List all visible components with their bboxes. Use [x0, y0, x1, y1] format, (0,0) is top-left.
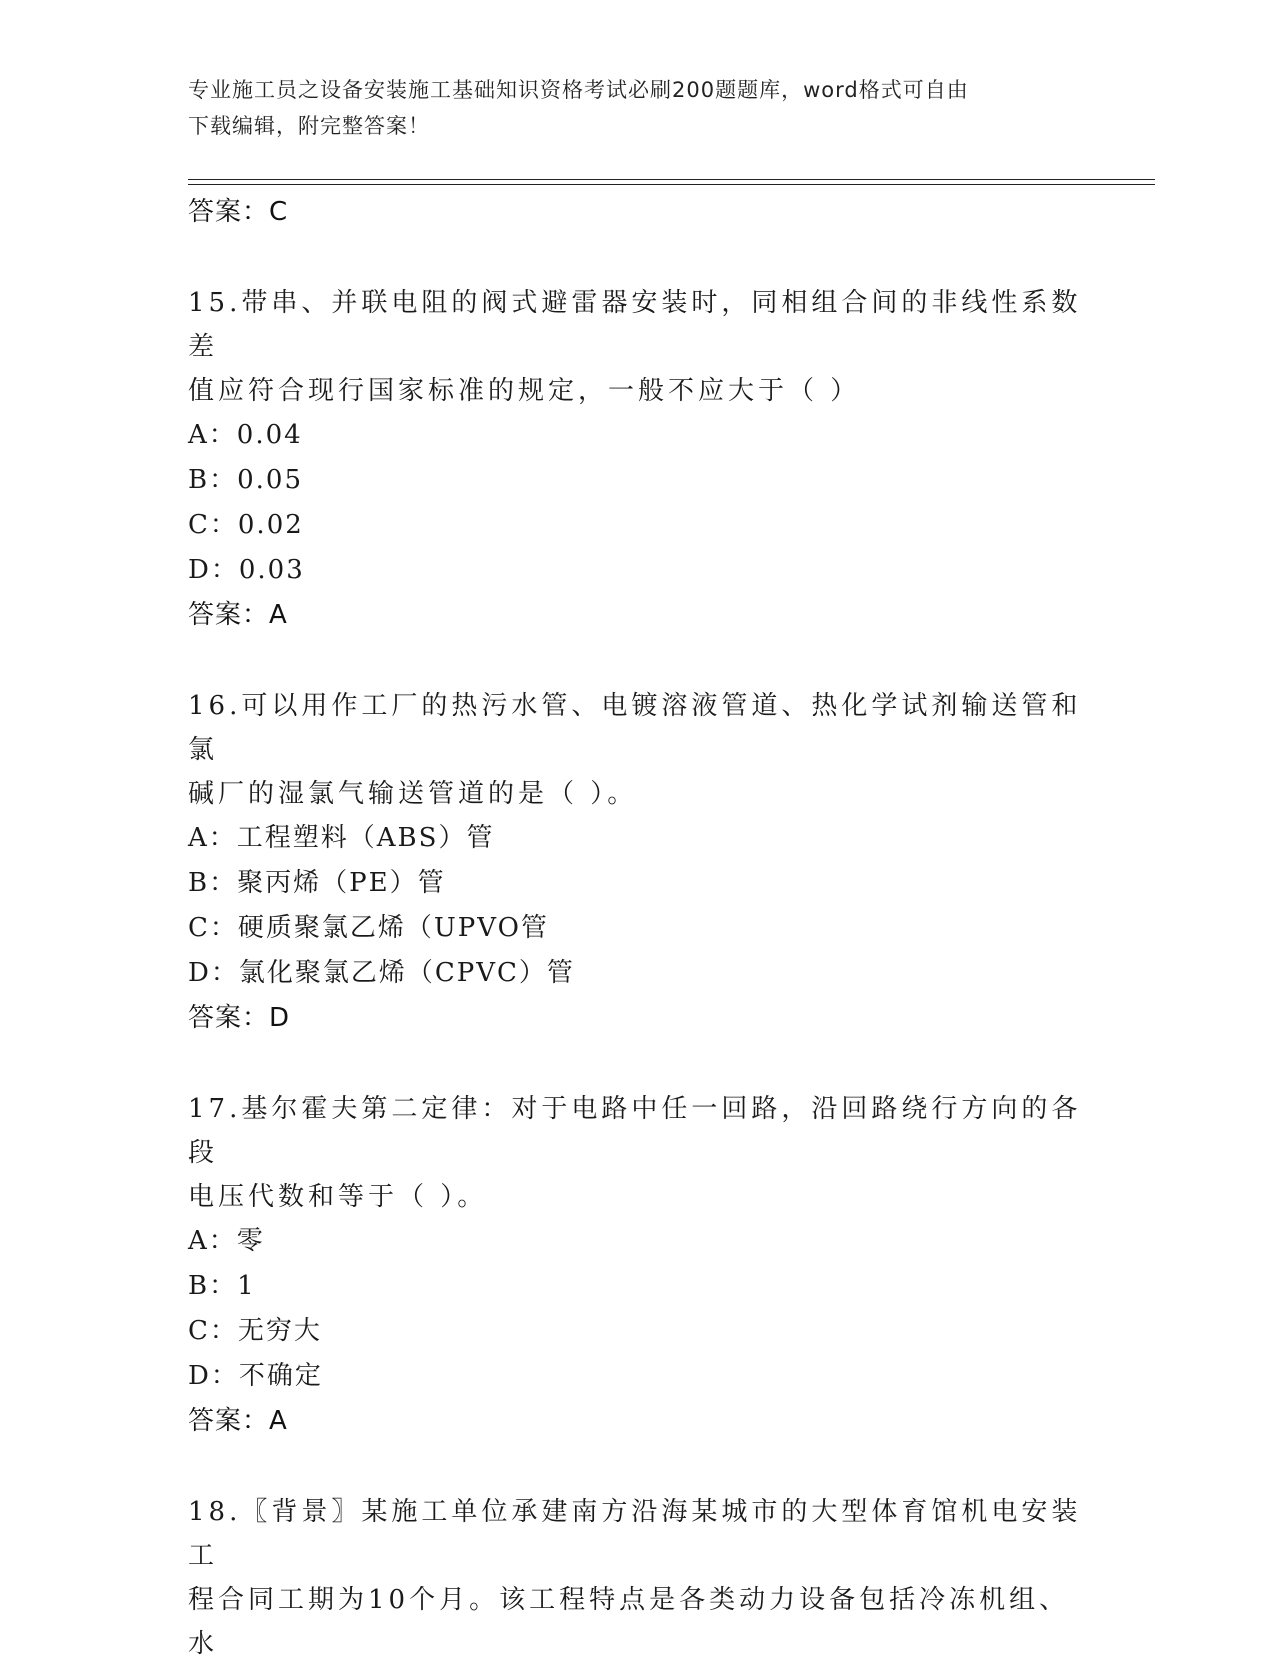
option-b: B：1 [188, 1271, 256, 1301]
document-header [188, 72, 1088, 144]
option-c: C：无穷大 [188, 1316, 322, 1346]
option-c: C：0.02 [188, 510, 304, 540]
question-18 [188, 1490, 1088, 1666]
question-15 [188, 281, 1088, 637]
option-a: A：0.04 [188, 420, 303, 450]
question-text-line-1: 16.可以用作工厂的热污水管、电镀溶液管道、热化学试剂输送管和氯 [188, 691, 1082, 765]
answer: 答案：A [188, 1406, 288, 1436]
question-16 [188, 684, 1088, 1040]
option-a: A：零 [188, 1226, 265, 1256]
option-d: D：氯化聚氯乙烯（CPVC）管 [188, 958, 575, 988]
answer: 答案：D [188, 1003, 291, 1033]
option-a: A：工程塑料（ABS）管 [188, 823, 495, 853]
question-17 [188, 1087, 1088, 1443]
option-b: B：0.05 [188, 465, 303, 495]
question-text-line-1: 18.〖背景〗某施工单位承建南方沿海某城市的大型体育馆机电安装工 [188, 1497, 1082, 1571]
header-line-1: 专业施工员之设备安装施工基础知识资格考试必刷200题题库，word格式可自由 [188, 78, 969, 102]
answer: 答案：A [188, 600, 288, 630]
option-d: D：0.03 [188, 555, 305, 585]
question-text-line-2: 程合同工期为10个月。该工程特点是各类动力设备包括冷冻机组、水 [188, 1585, 1070, 1659]
question-text-line-1: 17.基尔霍夫第二定律：对于电路中任一回路，沿回路绕行方向的各段 [188, 1094, 1082, 1168]
question-text-line-2: 电压代数和等于（ ）。 [188, 1182, 488, 1212]
header-divider-bottom [188, 184, 1155, 185]
question-text-line-2: 碱厂的湿氯气输送管道的是（ ）。 [188, 779, 638, 809]
option-d: D：不确定 [188, 1361, 323, 1391]
question-text-line-1: 15.带串、并联电阻的阀式避雷器安装时，同相组合间的非线性系数差 [188, 288, 1082, 362]
header-line-2: 下载编辑，附完整答案！ [188, 114, 430, 138]
question-list [188, 190, 1088, 1666]
option-c: C：硬质聚氯乙烯（UPVO管 [188, 913, 549, 943]
previous-answer: 答案：C [188, 197, 289, 227]
option-b: B：聚丙烯（PE）管 [188, 868, 446, 898]
question-text-line-2: 值应符合现行国家标准的规定，一般不应大于（ ） [188, 376, 861, 406]
header-divider-top [188, 179, 1155, 180]
